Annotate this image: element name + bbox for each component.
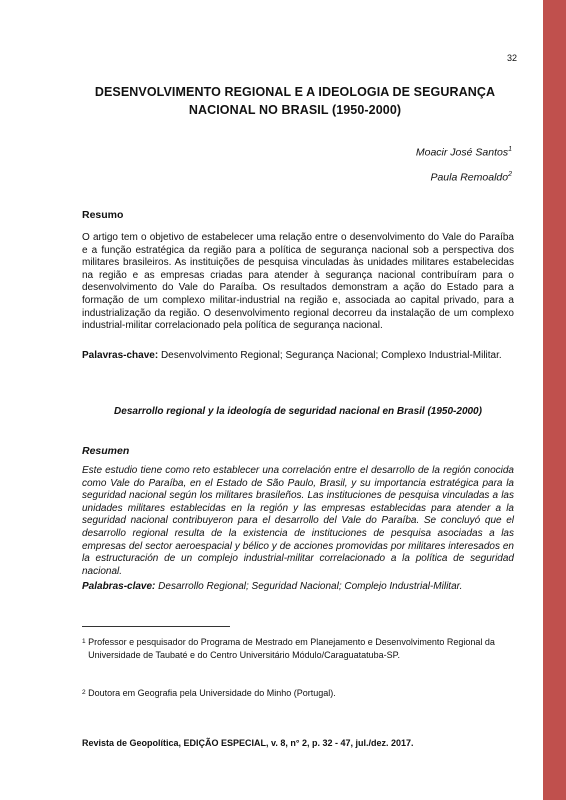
palabras-clave [82, 581, 514, 594]
footnote-1-mark: 1 [82, 638, 86, 645]
resumo-heading: Resumo [82, 209, 124, 221]
resumo-abstract: O artigo tem o objetivo de estabelecer uma relação entre o desenvolvimento do Vale do Paraíba e a função estratégica da região para a política de segurança nacional sob a perspectiva dos militares brasileiros. As instituições de pesquisa vinculadas às unidades militares estabelecidas na região e as empresas criadas para atender à segurança nacional contribuíram para o desenvolvimento do Vale do Paraíba. Os resultados demonstram a ação do Estado para a formação de um complexo militar-industrial na região e, associada ao capital privado, para a industrialização da região. O desenvolvimento regional decorreu da instalação de um complexo industrial-militar correlacionado pela política de segurança nacional. [82, 232, 514, 332]
author-1 [416, 146, 512, 159]
author-2-name: Paula Remoaldo [430, 171, 509, 184]
journal-citation: Revista de Geopolítica, EDIÇÃO ESPECIAL, v. 8, n° 2, p. 32 - 47, jul./dez. 2017. [82, 738, 414, 748]
footnote-2-text: Doutora em Geografia pela Universidade do Minho (Portugal). [88, 688, 336, 698]
palavras-chave-label: Palavras-chave: [82, 350, 159, 361]
footnote-2-mark: 2 [82, 689, 86, 696]
resumen-abstract: Este estudio tiene como reto establecer una correlación entre el desarrollo de la región conocida como Vale do Paraíba, en el Estado de São Paulo, Brasil, y su importancia estratégica para la seguridad nacional según los militares brasileños. Las instituciones de pesquisa vinculadas a las unidades militares establecidas en la región y las empresas establecidas para atender a la seguridad nacional contribuyeron para el desarrollo del Vale do Paraíba. Se concluyó que el desarrollo regional resulta de la existencia de instituciones de pesquisa asociadas a las empresas del sector aeroespacial y bélico y de acciones promovidas por militares interesados en la estructuración de un complejo industrial-militar correlacionado a la política de seguridad nacional. [82, 465, 514, 577]
author-2 [430, 171, 512, 184]
decorative-side-bar [543, 0, 566, 800]
page-number: 32 [506, 53, 517, 63]
palavras-chave [82, 350, 514, 363]
footnote-1 [82, 636, 522, 661]
palabras-clave-list: Desarrollo Regional; Seguridad Nacional; Complejo Industrial-Militar. [155, 581, 463, 592]
article-title-line-1: DESENVOLVIMENTO REGIONAL E A IDEOLOGIA DE SEGURANÇA [94, 85, 496, 99]
resumen-heading: Resumen [82, 445, 130, 457]
article-title [60, 83, 530, 119]
article-title-line-2: NACIONAL NO BRASIL (1950-2000) [188, 103, 402, 117]
footnote-2 [82, 687, 522, 702]
author-1-name: Moacir José Santos [415, 146, 509, 159]
author-2-footnote-mark: 2 [508, 171, 512, 178]
palabras-clave-label: Palabras-clave: [82, 581, 156, 592]
palavras-chave-list: Desenvolvimento Regional; Segurança Nacional; Complexo Industrial-Militar. [158, 350, 502, 361]
footnote-1-text: Professor e pesquisador do Programa de Mestrado em Planejamento e Desenvolvimento Regional da Universidade de Taubaté e do Centro Universitário Módulo/Caraguatatuba-SP. [88, 637, 495, 660]
author-1-footnote-mark: 1 [508, 146, 512, 153]
spanish-title: Desarrollo regional y la ideología de seguridad nacional en Brasil (1950-2000) [114, 406, 482, 417]
footnote-divider [82, 626, 230, 627]
